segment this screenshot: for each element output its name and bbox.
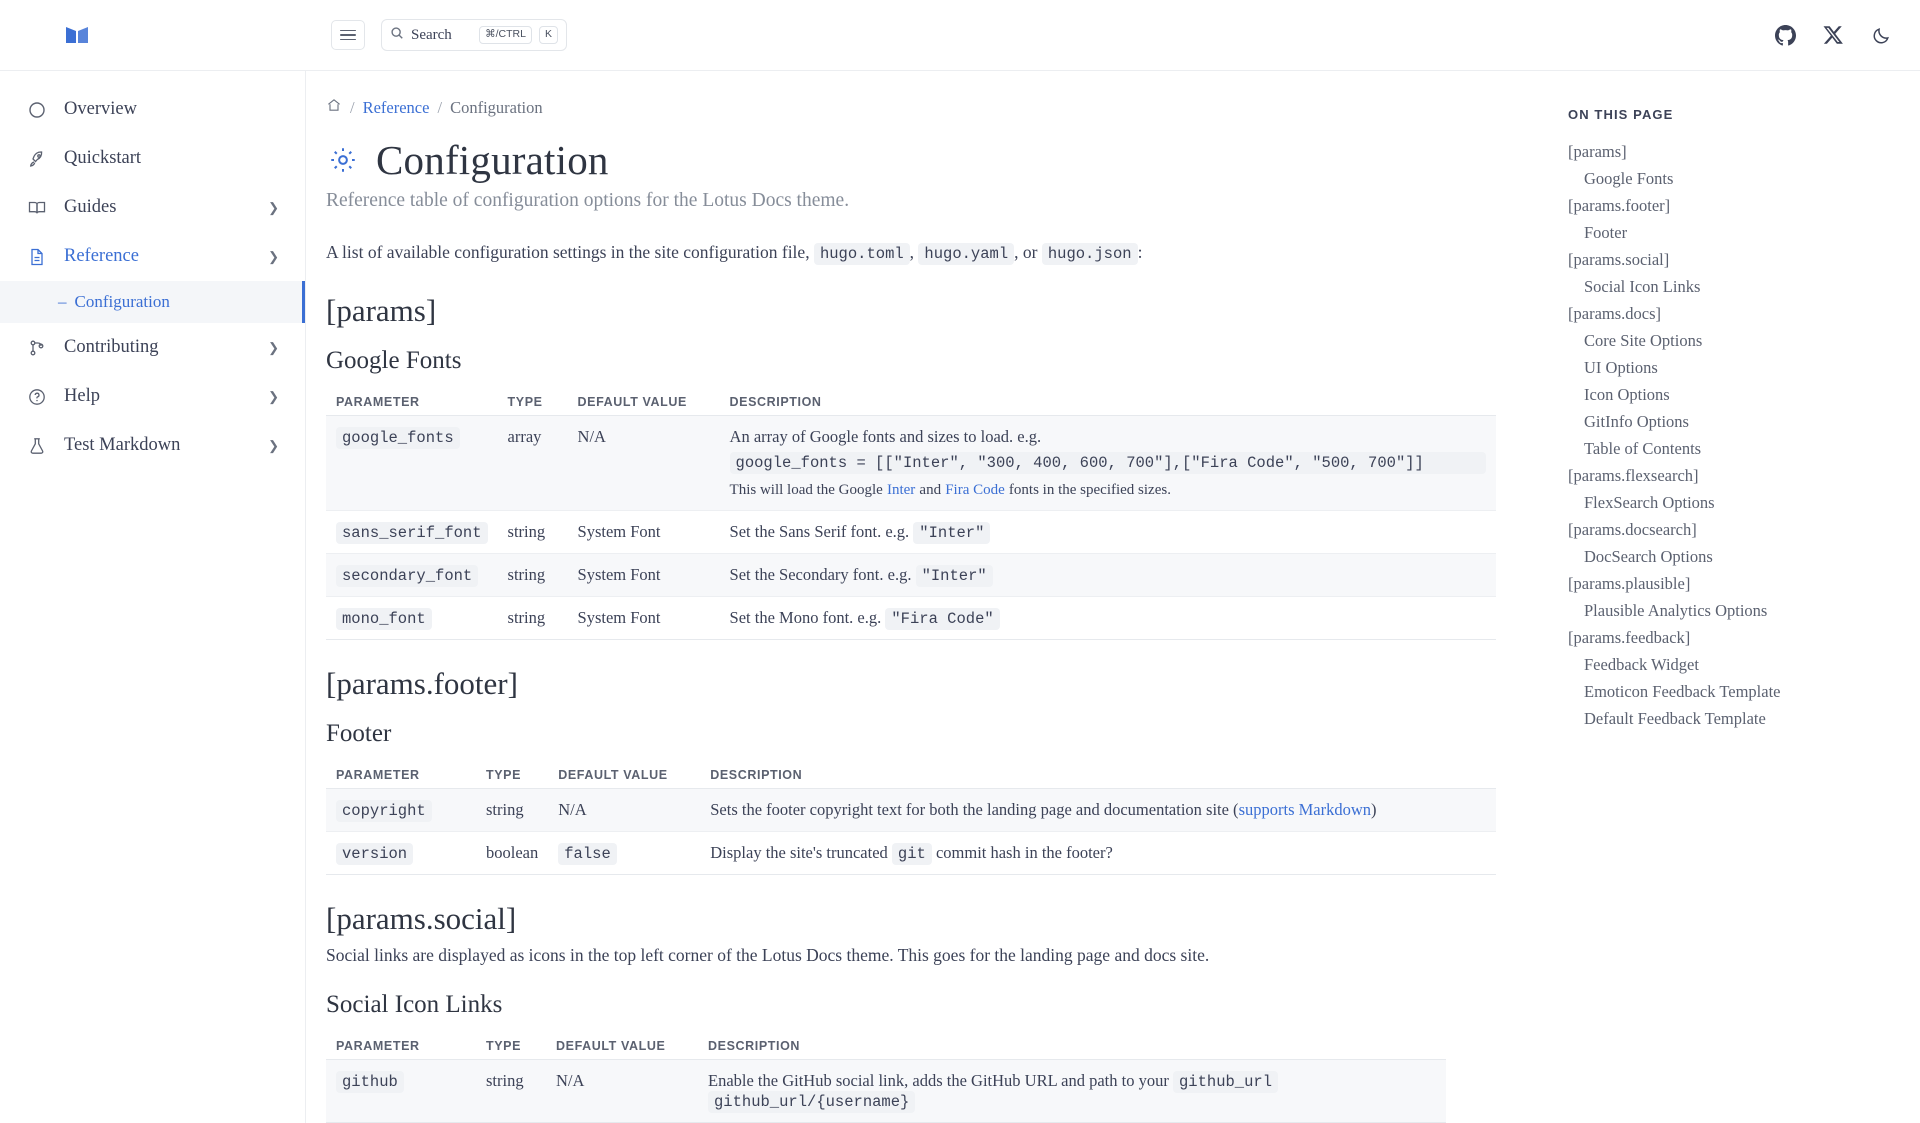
- cell-type: string: [476, 788, 548, 831]
- intro-text-pre: A list of available configuration settings in the site configuration file,: [326, 242, 810, 262]
- cell-default: N/A: [548, 788, 700, 831]
- chevron-down-icon: ❯: [268, 248, 279, 264]
- toc-item-plausible-analytics-options[interactable]: Plausible Analytics Options: [1584, 601, 1768, 620]
- search-shortcut-mod: ⌘/CTRL: [479, 26, 532, 44]
- code-sans-serif-font: sans_serif_font: [336, 522, 488, 544]
- toc-item-icon-options[interactable]: Icon Options: [1584, 385, 1670, 404]
- config-table-social: [326, 1033, 1446, 1123]
- sidebar-item-contributing[interactable]: [0, 323, 305, 372]
- chevron-right-icon: ❯: [268, 388, 279, 404]
- search-placeholder: Search: [411, 26, 452, 43]
- search-icon: [390, 26, 404, 44]
- cell-default: [548, 831, 700, 874]
- table-of-contents: [1520, 71, 1920, 1123]
- page-title: Configuration: [376, 137, 609, 183]
- cell-default: System Font: [568, 553, 720, 596]
- flask-icon: [26, 435, 48, 457]
- code-git: git: [892, 843, 932, 865]
- sidebar-item-label: Guides: [64, 197, 117, 217]
- cell-parameter: [326, 596, 498, 639]
- code-inter-value: "Inter": [916, 565, 993, 587]
- column-header-default: DEFAULT VALUE: [548, 762, 700, 789]
- section-heading-params-footer: [params.footer]: [326, 665, 518, 701]
- column-header-parameter: PARAMETER: [326, 389, 498, 416]
- column-header-default: DEFAULT VALUE: [546, 1033, 698, 1060]
- cell-parameter: [326, 1059, 476, 1122]
- column-header-parameter: PARAMETER: [326, 1033, 476, 1060]
- table-row: [326, 553, 1496, 596]
- table-header-row: [326, 762, 1496, 789]
- toc-item-params-flexsearch[interactable]: [params.flexsearch]: [1568, 466, 1699, 485]
- cell-default: N/A: [546, 1059, 698, 1122]
- sidebar-subitem-label: Configuration: [74, 292, 170, 311]
- table-row: [326, 415, 1496, 510]
- chevron-right-icon: ❯: [268, 339, 279, 355]
- code-secondary-font: secondary_font: [336, 565, 478, 587]
- sidebar-item-reference[interactable]: [0, 232, 305, 281]
- breadcrumb-item-configuration: Configuration: [450, 97, 543, 117]
- desc-text-4: fonts in the specified sizes.: [1008, 481, 1171, 498]
- sidebar-item-label: Reference: [64, 246, 139, 266]
- config-table-google-fonts: [326, 389, 1496, 640]
- code-mono-font: mono_font: [336, 608, 432, 630]
- intro-sep-1: ,: [909, 242, 915, 262]
- table-header-row: [326, 1033, 1446, 1060]
- toc-item-params-docs[interactable]: [params.docs]: [1568, 304, 1662, 323]
- cell-parameter: [326, 553, 498, 596]
- search-input[interactable]: [381, 19, 567, 51]
- circle-icon: [26, 99, 48, 121]
- page-description: Reference table of configuration options for the Lotus Docs theme.: [326, 190, 850, 211]
- link-inter[interactable]: Inter: [886, 481, 916, 498]
- lotus-docs-logo-icon: [63, 23, 91, 47]
- code-fira-code-value: "Fira Code": [885, 608, 999, 630]
- code-github-url: github_url: [1173, 1071, 1278, 1093]
- intro-sep-2: , or: [1014, 242, 1038, 262]
- cell-default: System Font: [568, 510, 720, 553]
- toc-item-table-of-contents[interactable]: Table of Contents: [1584, 439, 1702, 458]
- cell-type: string: [498, 596, 568, 639]
- sidebar-item-label: Test Markdown: [64, 435, 181, 455]
- cell-type: string: [498, 510, 568, 553]
- toc-item-social-icon-links[interactable]: Social Icon Links: [1584, 277, 1701, 296]
- intro-paragraph: [326, 238, 1496, 267]
- book-icon: [26, 197, 48, 219]
- desc-text: Set the Secondary font. e.g.: [729, 564, 912, 584]
- toc-item-params-feedback[interactable]: [params.feedback]: [1568, 628, 1691, 647]
- table-row: [326, 788, 1496, 831]
- table-row: [326, 596, 1496, 639]
- page-title-row: [326, 136, 1496, 184]
- toc-item-params-docsearch[interactable]: [params.docsearch]: [1568, 520, 1697, 539]
- code-hugo-toml: hugo.toml: [814, 243, 910, 265]
- file-icon: [26, 246, 48, 268]
- code-google-fonts: google_fonts: [336, 427, 460, 449]
- cell-description: [720, 510, 1496, 553]
- breadcrumb-separator: /: [350, 97, 355, 117]
- subsection-heading-footer: Footer: [326, 719, 392, 747]
- cell-type: string: [476, 1059, 546, 1122]
- hamburger-line: [340, 30, 356, 32]
- sidebar-item-guides[interactable]: [0, 183, 305, 232]
- section-heading-params-social: [params.social]: [326, 900, 517, 936]
- column-header-type: TYPE: [476, 1033, 546, 1060]
- breadcrumb: [326, 97, 1496, 118]
- cell-parameter: [326, 415, 498, 510]
- top-bar-actions: [1774, 24, 1920, 46]
- toc-item-params[interactable]: [params]: [1568, 142, 1627, 161]
- column-header-description: DESCRIPTION: [720, 389, 1496, 416]
- intro-text-end: :: [1137, 242, 1143, 262]
- code-inter-value: "Inter": [913, 522, 990, 544]
- code-copyright: copyright: [336, 800, 432, 822]
- cell-description: [720, 596, 1496, 639]
- top-bar: [0, 0, 1920, 71]
- git-branch-icon: [26, 337, 48, 359]
- cell-parameter: [326, 831, 476, 874]
- cell-default: N/A: [568, 415, 720, 510]
- toc-title: ON THIS PAGE: [1568, 107, 1674, 122]
- cell-type: boolean: [476, 831, 548, 874]
- code-github-url-username: github_url/{username}: [708, 1091, 915, 1113]
- cell-description: [700, 831, 1496, 874]
- toc-item-footer[interactable]: Footer: [1584, 223, 1628, 242]
- desc-text-end: commit hash in the footer?: [935, 842, 1113, 862]
- code-hugo-json: hugo.json: [1042, 243, 1138, 265]
- desc-text: Set the Mono font. e.g.: [729, 607, 882, 627]
- toc-item-gitinfo-options[interactable]: GitInfo Options: [1584, 412, 1689, 431]
- desc-text: Display the site's truncated: [710, 842, 888, 862]
- toc-item-params-social[interactable]: [params.social]: [1568, 250, 1670, 269]
- chevron-right-icon: ❯: [268, 437, 279, 453]
- table-row: [326, 831, 1496, 874]
- breadcrumb-separator: /: [437, 97, 443, 117]
- code-false: false: [558, 843, 617, 865]
- sidebar-item-label: Overview: [64, 99, 137, 119]
- toc-item-docsearch-options[interactable]: DocSearch Options: [1584, 547, 1713, 566]
- sidebar-item-overview[interactable]: [0, 85, 305, 134]
- gear-icon: [326, 143, 360, 177]
- desc-text: Set the Sans Serif font. e.g.: [729, 521, 910, 541]
- sidebar-item-test-markdown[interactable]: [0, 421, 305, 470]
- code-google-fonts-example: google_fonts = [["Inter", "300, 400, 600, 700"],["Fira Code", "500, 700"]]: [730, 452, 1486, 474]
- desc-text-3: and: [919, 481, 942, 498]
- cell-description: [700, 788, 1496, 831]
- sidebar-item-label: Quickstart: [64, 148, 142, 168]
- link-supports-markdown[interactable]: supports Markdown: [1238, 799, 1372, 819]
- desc-text-end: ): [1371, 799, 1377, 819]
- github-icon[interactable]: [1774, 24, 1796, 46]
- toc-item-flexsearch-options[interactable]: FlexSearch Options: [1584, 493, 1715, 512]
- code-hugo-yaml: hugo.yaml: [918, 243, 1014, 265]
- toc-item-params-footer[interactable]: [params.footer]: [1568, 196, 1671, 215]
- subsection-heading-google-fonts: Google Fonts: [326, 346, 462, 374]
- hamburger-line: [340, 39, 356, 41]
- section-paragraph-social: Social links are displayed as icons in the top left corner of the Lotus Docs theme. This goes for the landing page and docs site.: [326, 944, 1210, 965]
- desc-text: An array of Google fonts and sizes to load. e.g.: [729, 426, 1042, 446]
- cell-parameter: [326, 788, 476, 831]
- cell-type: array: [498, 415, 568, 510]
- toc-item-params-plausible[interactable]: [params.plausible]: [1568, 574, 1691, 593]
- cell-description: [720, 415, 1496, 510]
- sidebar-item-quickstart[interactable]: [0, 134, 305, 183]
- dark-mode-toggle-icon[interactable]: [1870, 24, 1892, 46]
- sidebar-item-label: Help: [64, 386, 100, 406]
- section-heading-params: [params]: [326, 292, 437, 328]
- toc-item-emoticon-feedback-template[interactable]: Emoticon Feedback Template: [1584, 682, 1781, 701]
- desc-text: Enable the GitHub social link, adds the GitHub URL and path to your: [708, 1070, 1169, 1090]
- toc-item-default-feedback-template[interactable]: Default Feedback Template: [1584, 709, 1766, 728]
- column-header-parameter: PARAMETER: [326, 762, 476, 789]
- sidebar: [0, 71, 306, 1123]
- sidebar-item-label: Contributing: [64, 337, 159, 357]
- column-header-description: DESCRIPTION: [698, 1033, 1446, 1060]
- sidebar-item-configuration[interactable]: [0, 281, 305, 323]
- toc-item-ui-options[interactable]: UI Options: [1584, 358, 1658, 377]
- site-logo[interactable]: [0, 23, 153, 47]
- x-twitter-icon[interactable]: [1822, 24, 1844, 46]
- config-table-footer: [326, 762, 1496, 875]
- code-version: version: [336, 843, 413, 865]
- column-header-type: TYPE: [498, 389, 568, 416]
- toc-item-core-site-options[interactable]: Core Site Options: [1584, 331, 1703, 350]
- column-header-default: DEFAULT VALUE: [568, 389, 720, 416]
- table-row: [326, 510, 1496, 553]
- home-icon[interactable]: [326, 97, 342, 118]
- chevron-right-icon: ❯: [268, 199, 279, 215]
- cell-description: [720, 553, 1496, 596]
- table-row: [326, 1059, 1446, 1122]
- link-fira-code[interactable]: Fira Code: [945, 481, 1005, 498]
- toc-item-feedback-widget[interactable]: Feedback Widget: [1584, 655, 1699, 674]
- search-shortcut-key: K: [539, 26, 558, 44]
- column-header-description: DESCRIPTION: [700, 762, 1496, 789]
- cell-type: string: [498, 553, 568, 596]
- desc-text: Sets the footer copyright text for both the landing page and documentation site (: [710, 799, 1239, 819]
- toc-item-google-fonts[interactable]: Google Fonts: [1584, 169, 1674, 188]
- question-circle-icon: [26, 386, 48, 408]
- desc-text-2: This will load the Google: [729, 481, 883, 498]
- subsection-heading-social-icon-links: Social Icon Links: [326, 990, 503, 1018]
- code-github: github: [336, 1071, 404, 1093]
- table-header-row: [326, 389, 1496, 416]
- dash-marker-icon: –: [58, 292, 67, 311]
- sidebar-item-help[interactable]: [0, 372, 305, 421]
- breadcrumb-item-reference[interactable]: Reference: [362, 97, 430, 117]
- cell-default: System Font: [568, 596, 720, 639]
- column-header-type: TYPE: [476, 762, 548, 789]
- menu-toggle-button[interactable]: [331, 20, 365, 50]
- cell-parameter: [326, 510, 498, 553]
- hamburger-line: [340, 34, 356, 36]
- cell-description: [698, 1059, 1446, 1122]
- rocket-icon: [26, 148, 48, 170]
